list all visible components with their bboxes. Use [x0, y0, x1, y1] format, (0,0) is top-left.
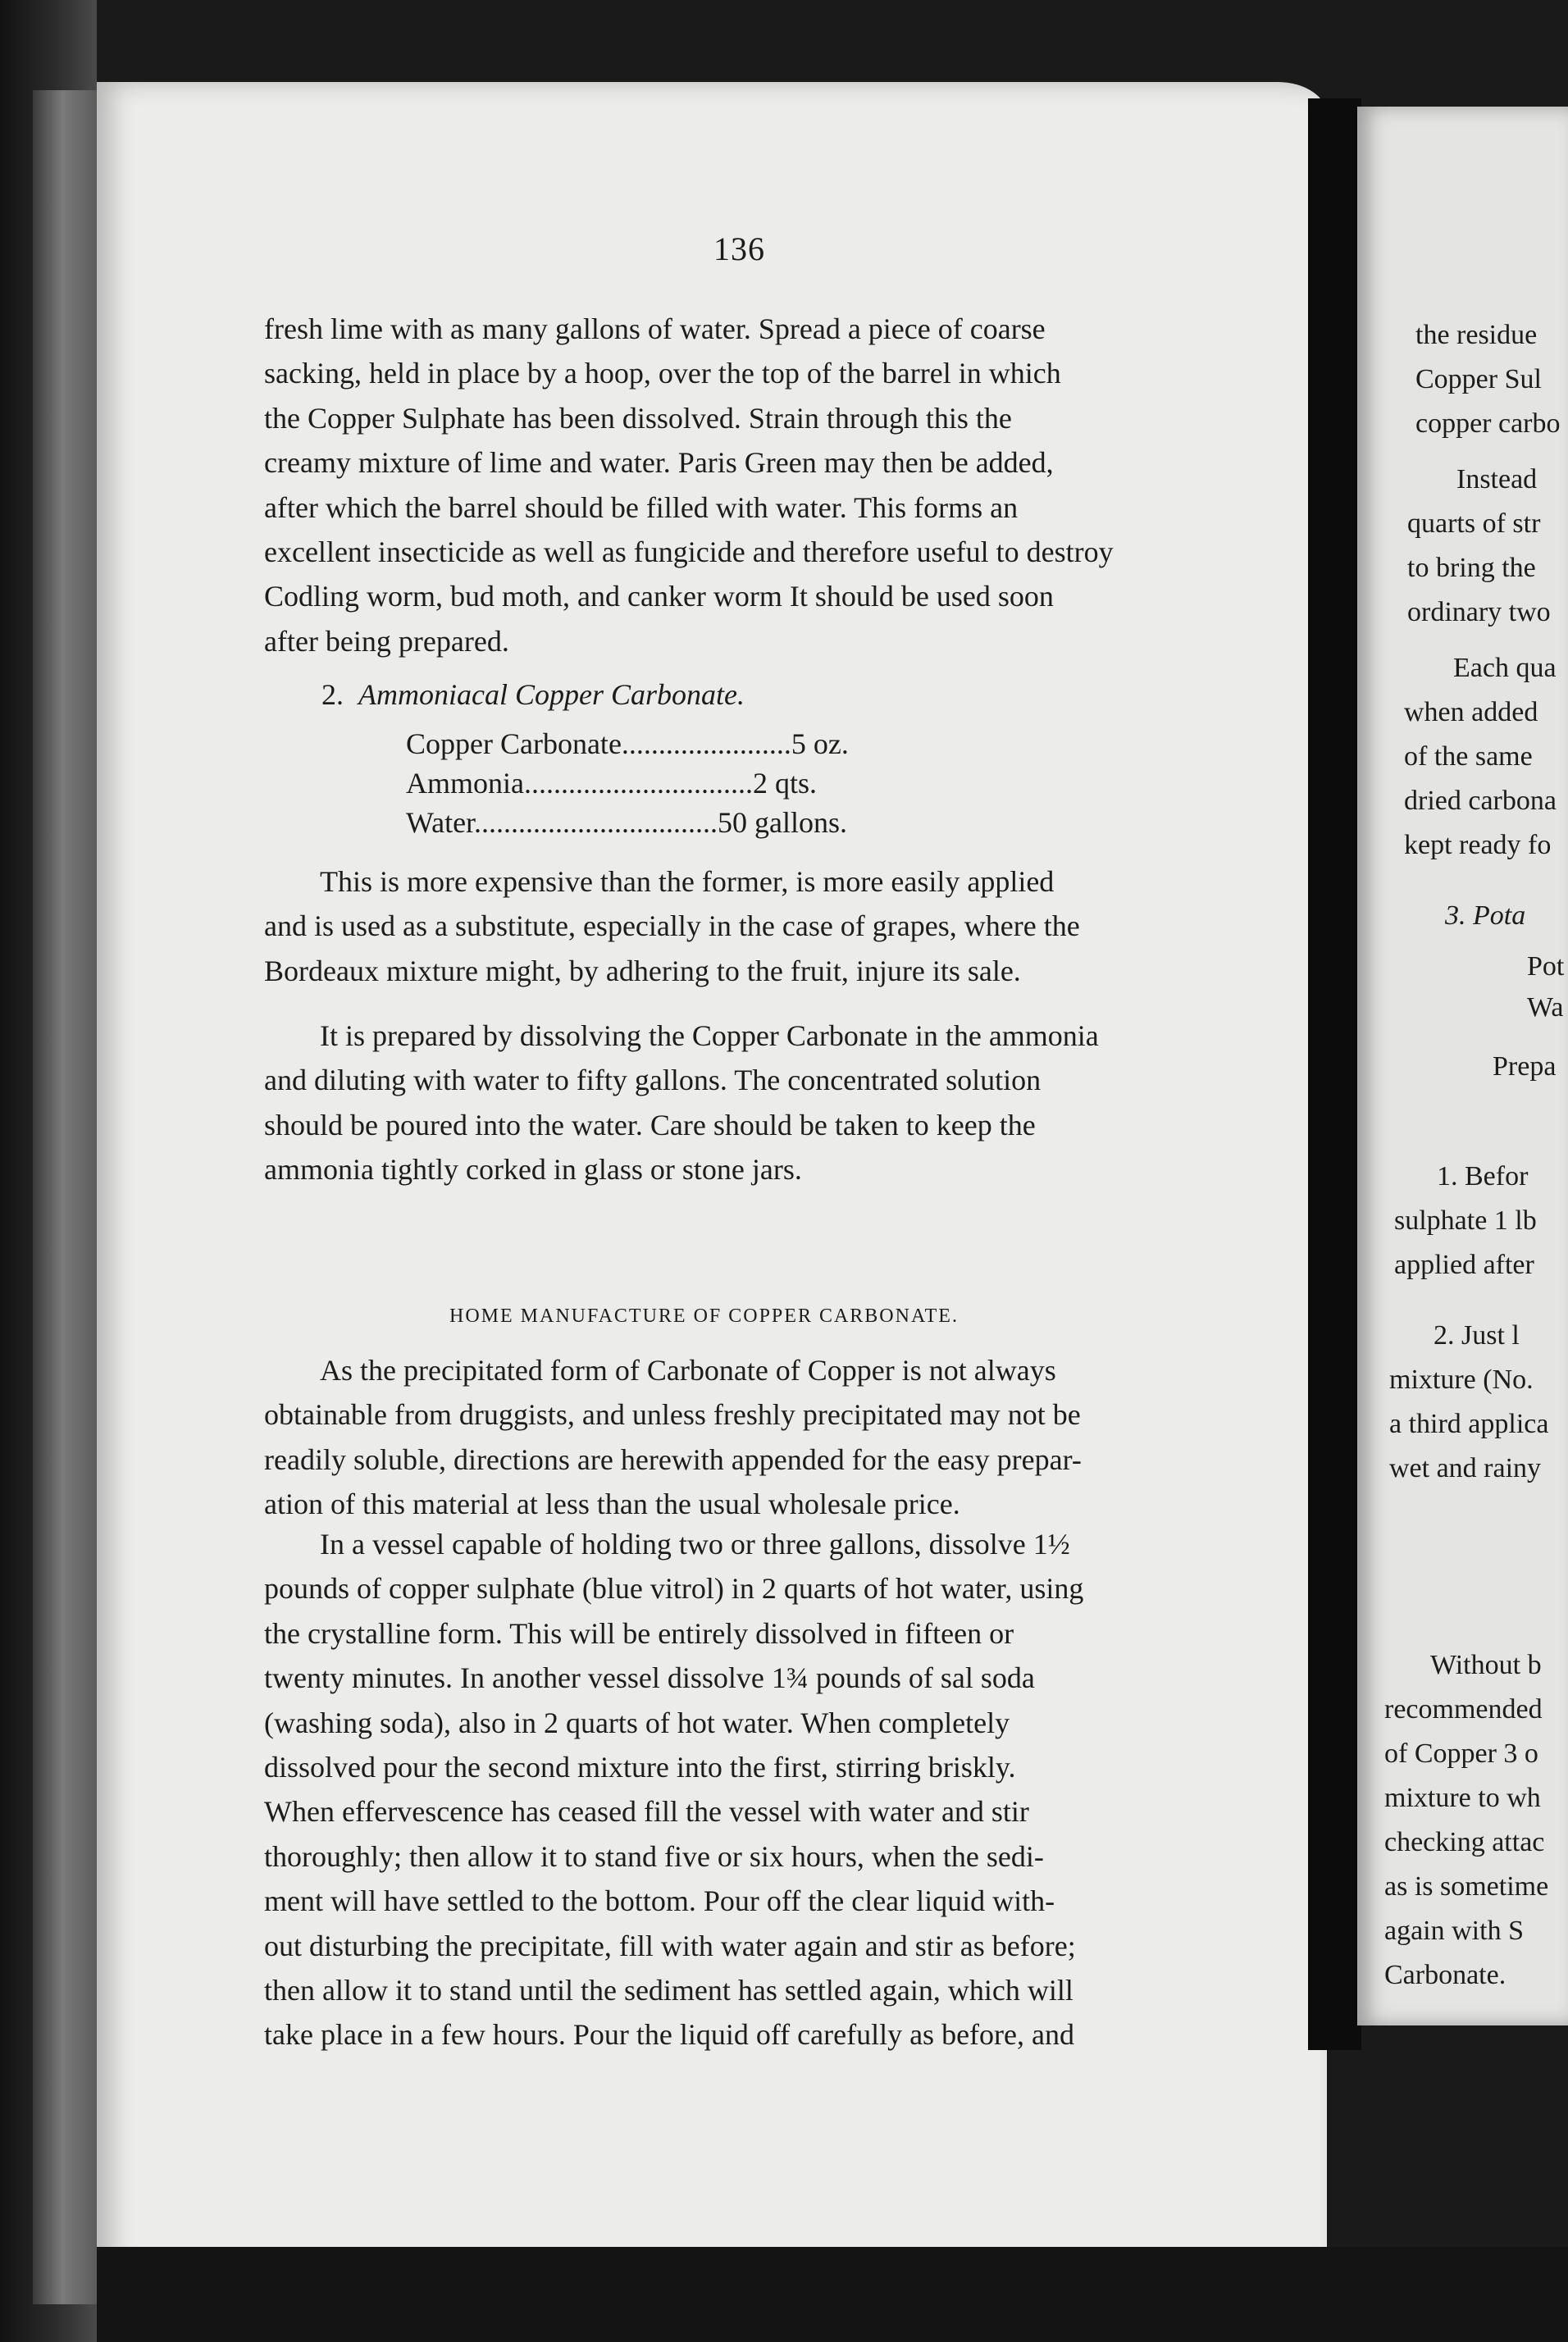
right-text-line: when added: [1404, 697, 1538, 727]
right-text-line: Prepa: [1493, 1051, 1557, 1082]
text-line: sacking, held in place by a hoop, over the top of the barrel in which: [264, 357, 1061, 390]
text-line: the crystalline form. This will be entirely dissolved in fifteen or: [264, 1616, 1014, 1650]
text-line: As the precipitated form of Carbonate of Copper is not always: [320, 1354, 1056, 1387]
text-line: creamy mixture of lime and water. Paris Green may then be added,: [264, 446, 1054, 480]
text-line: readily soluble, directions are herewith appended for the easy prepar-: [264, 1442, 1082, 1476]
recipe-row-copper-carbonate: Copper Carbonate.......................5 oz.: [406, 727, 849, 760]
right-text-line: checking attac: [1384, 1827, 1545, 1857]
right-text-line: ordinary two: [1407, 597, 1551, 627]
right-text-line: Carbonate.: [1384, 1960, 1506, 1990]
right-text-line: again with S: [1384, 1916, 1524, 1946]
text-line: Bordeaux mixture might, by adhering to the fruit, injure its sale.: [264, 954, 1021, 987]
page-stack-edge: [33, 90, 98, 2304]
text-line: It is prepared by dissolving the Copper Carbonate in the ammonia: [320, 1019, 1099, 1052]
right-text-line: applied after: [1394, 1250, 1534, 1280]
text-line: then allow it to stand until the sediment has settled again, which will: [264, 1974, 1073, 2007]
book-gutter: [1308, 98, 1361, 2050]
right-text-line: 2. Just l: [1434, 1320, 1520, 1351]
right-text-line: wet and rainy: [1389, 1453, 1542, 1483]
right-text-line: a third applica: [1389, 1409, 1549, 1439]
right-text-line: 1. Befor: [1437, 1161, 1529, 1192]
text-line: thoroughly; then allow it to stand five or six hours, when the sedi-: [264, 1839, 1044, 1873]
paragraph-preparation: [264, 1014, 1255, 1192]
paragraph-availability: [264, 1348, 1255, 1527]
right-text-line: copper carbo: [1415, 408, 1561, 439]
right-text-line: 3. Pota: [1445, 900, 1526, 931]
paragraph-procedure: [264, 1522, 1255, 2057]
text-line: ammonia tightly corked in glass or stone jars.: [264, 1153, 802, 1187]
text-line: fresh lime with as many gallons of water. Spread a piece of coarse: [264, 312, 1046, 345]
right-text-line: quarts of str: [1407, 508, 1541, 539]
text-line: ment will have settled to the bottom. Pour off the clear liquid with-: [264, 1884, 1055, 1918]
text-line: take place in a few hours. Pour the liquid off carefully as before, and: [264, 2018, 1074, 2052]
paragraph-lime-mixture: [264, 307, 1255, 663]
right-text-line: to bring the: [1407, 553, 1536, 583]
right-text-line: Wa: [1527, 992, 1564, 1023]
text-line: after being prepared.: [264, 624, 509, 658]
text-line: obtainable from druggists, and unless freshly precipitated may not be: [264, 1398, 1081, 1432]
page-number: 136: [713, 230, 765, 267]
recipe-row-ammonia: Ammonia...............................2 qts.: [406, 767, 817, 800]
recipe-title: [321, 672, 745, 717]
recipe-number: 2.: [321, 678, 344, 711]
right-text-line: of Copper 3 o: [1384, 1738, 1538, 1769]
right-text-line: the residue: [1415, 320, 1538, 350]
recipe-row-water: Water.................................50 gallons.: [406, 806, 848, 839]
bottom-shadow: [97, 2247, 1568, 2342]
section-heading: HOME MANUFACTURE OF COPPER CARBONATE.: [449, 1305, 959, 1327]
right-text-line: kept ready fo: [1404, 830, 1552, 860]
right-text-line: sulphate 1 lb: [1394, 1205, 1537, 1236]
text-line: out disturbing the precipitate, fill with water again and stir as before;: [264, 1929, 1076, 1962]
right-text-line: Each qua: [1453, 653, 1557, 683]
right-text-line: of the same: [1404, 741, 1533, 772]
right-text-line: Copper Sul: [1415, 364, 1542, 394]
text-line: twenty minutes. In another vessel dissolve 1¾ pounds of sal soda: [264, 1661, 1035, 1695]
recipe-name: Ammoniacal Copper Carbonate.: [358, 678, 745, 711]
text-line: the Copper Sulphate has been dissolved. Strain through this the: [264, 401, 1012, 435]
text-line: (washing soda), also in 2 quarts of hot water. When completely: [264, 1706, 1010, 1739]
paragraph-expense: [264, 859, 1255, 993]
text-line: excellent insecticide as well as fungicide and therefore useful to destroy: [264, 535, 1114, 569]
right-text-line: mixture to wh: [1384, 1783, 1541, 1813]
text-line: This is more expensive than the former, is more easily applied: [320, 865, 1055, 898]
text-line: When effervescence has ceased fill the vessel with water and stir: [264, 1795, 1029, 1829]
right-text-line: dried carbona: [1404, 786, 1557, 816]
right-text-line: mixture (No.: [1389, 1365, 1534, 1395]
right-text-line: recommended: [1384, 1694, 1543, 1725]
right-text-line: Without b: [1430, 1650, 1542, 1680]
text-line: ation of this material at less than the usual wholesale price.: [264, 1488, 960, 1521]
text-line: should be poured into the water. Care should be taken to keep the: [264, 1108, 1036, 1141]
text-line: dissolved pour the second mixture into the first, stirring briskly.: [264, 1751, 1016, 1784]
text-line: In a vessel capable of holding two or three gallons, dissolve 1½: [320, 1528, 1070, 1561]
right-text-line: Instead: [1456, 464, 1538, 494]
text-line: Codling worm, bud moth, and canker worm It should be used soon: [264, 580, 1054, 613]
text-line: pounds of copper sulphate (blue vitrol) in 2 quarts of hot water, using: [264, 1572, 1084, 1606]
text-line: and diluting with water to fifty gallons. The concentrated solution: [264, 1064, 1042, 1097]
right-text-line: as is sometime: [1384, 1871, 1549, 1902]
right-text-line: Pot: [1527, 951, 1565, 982]
text-line: and is used as a substitute, especially in the case of grapes, where the: [264, 909, 1080, 943]
text-line: after which the barrel should be filled with water. This forms an: [264, 490, 1019, 524]
